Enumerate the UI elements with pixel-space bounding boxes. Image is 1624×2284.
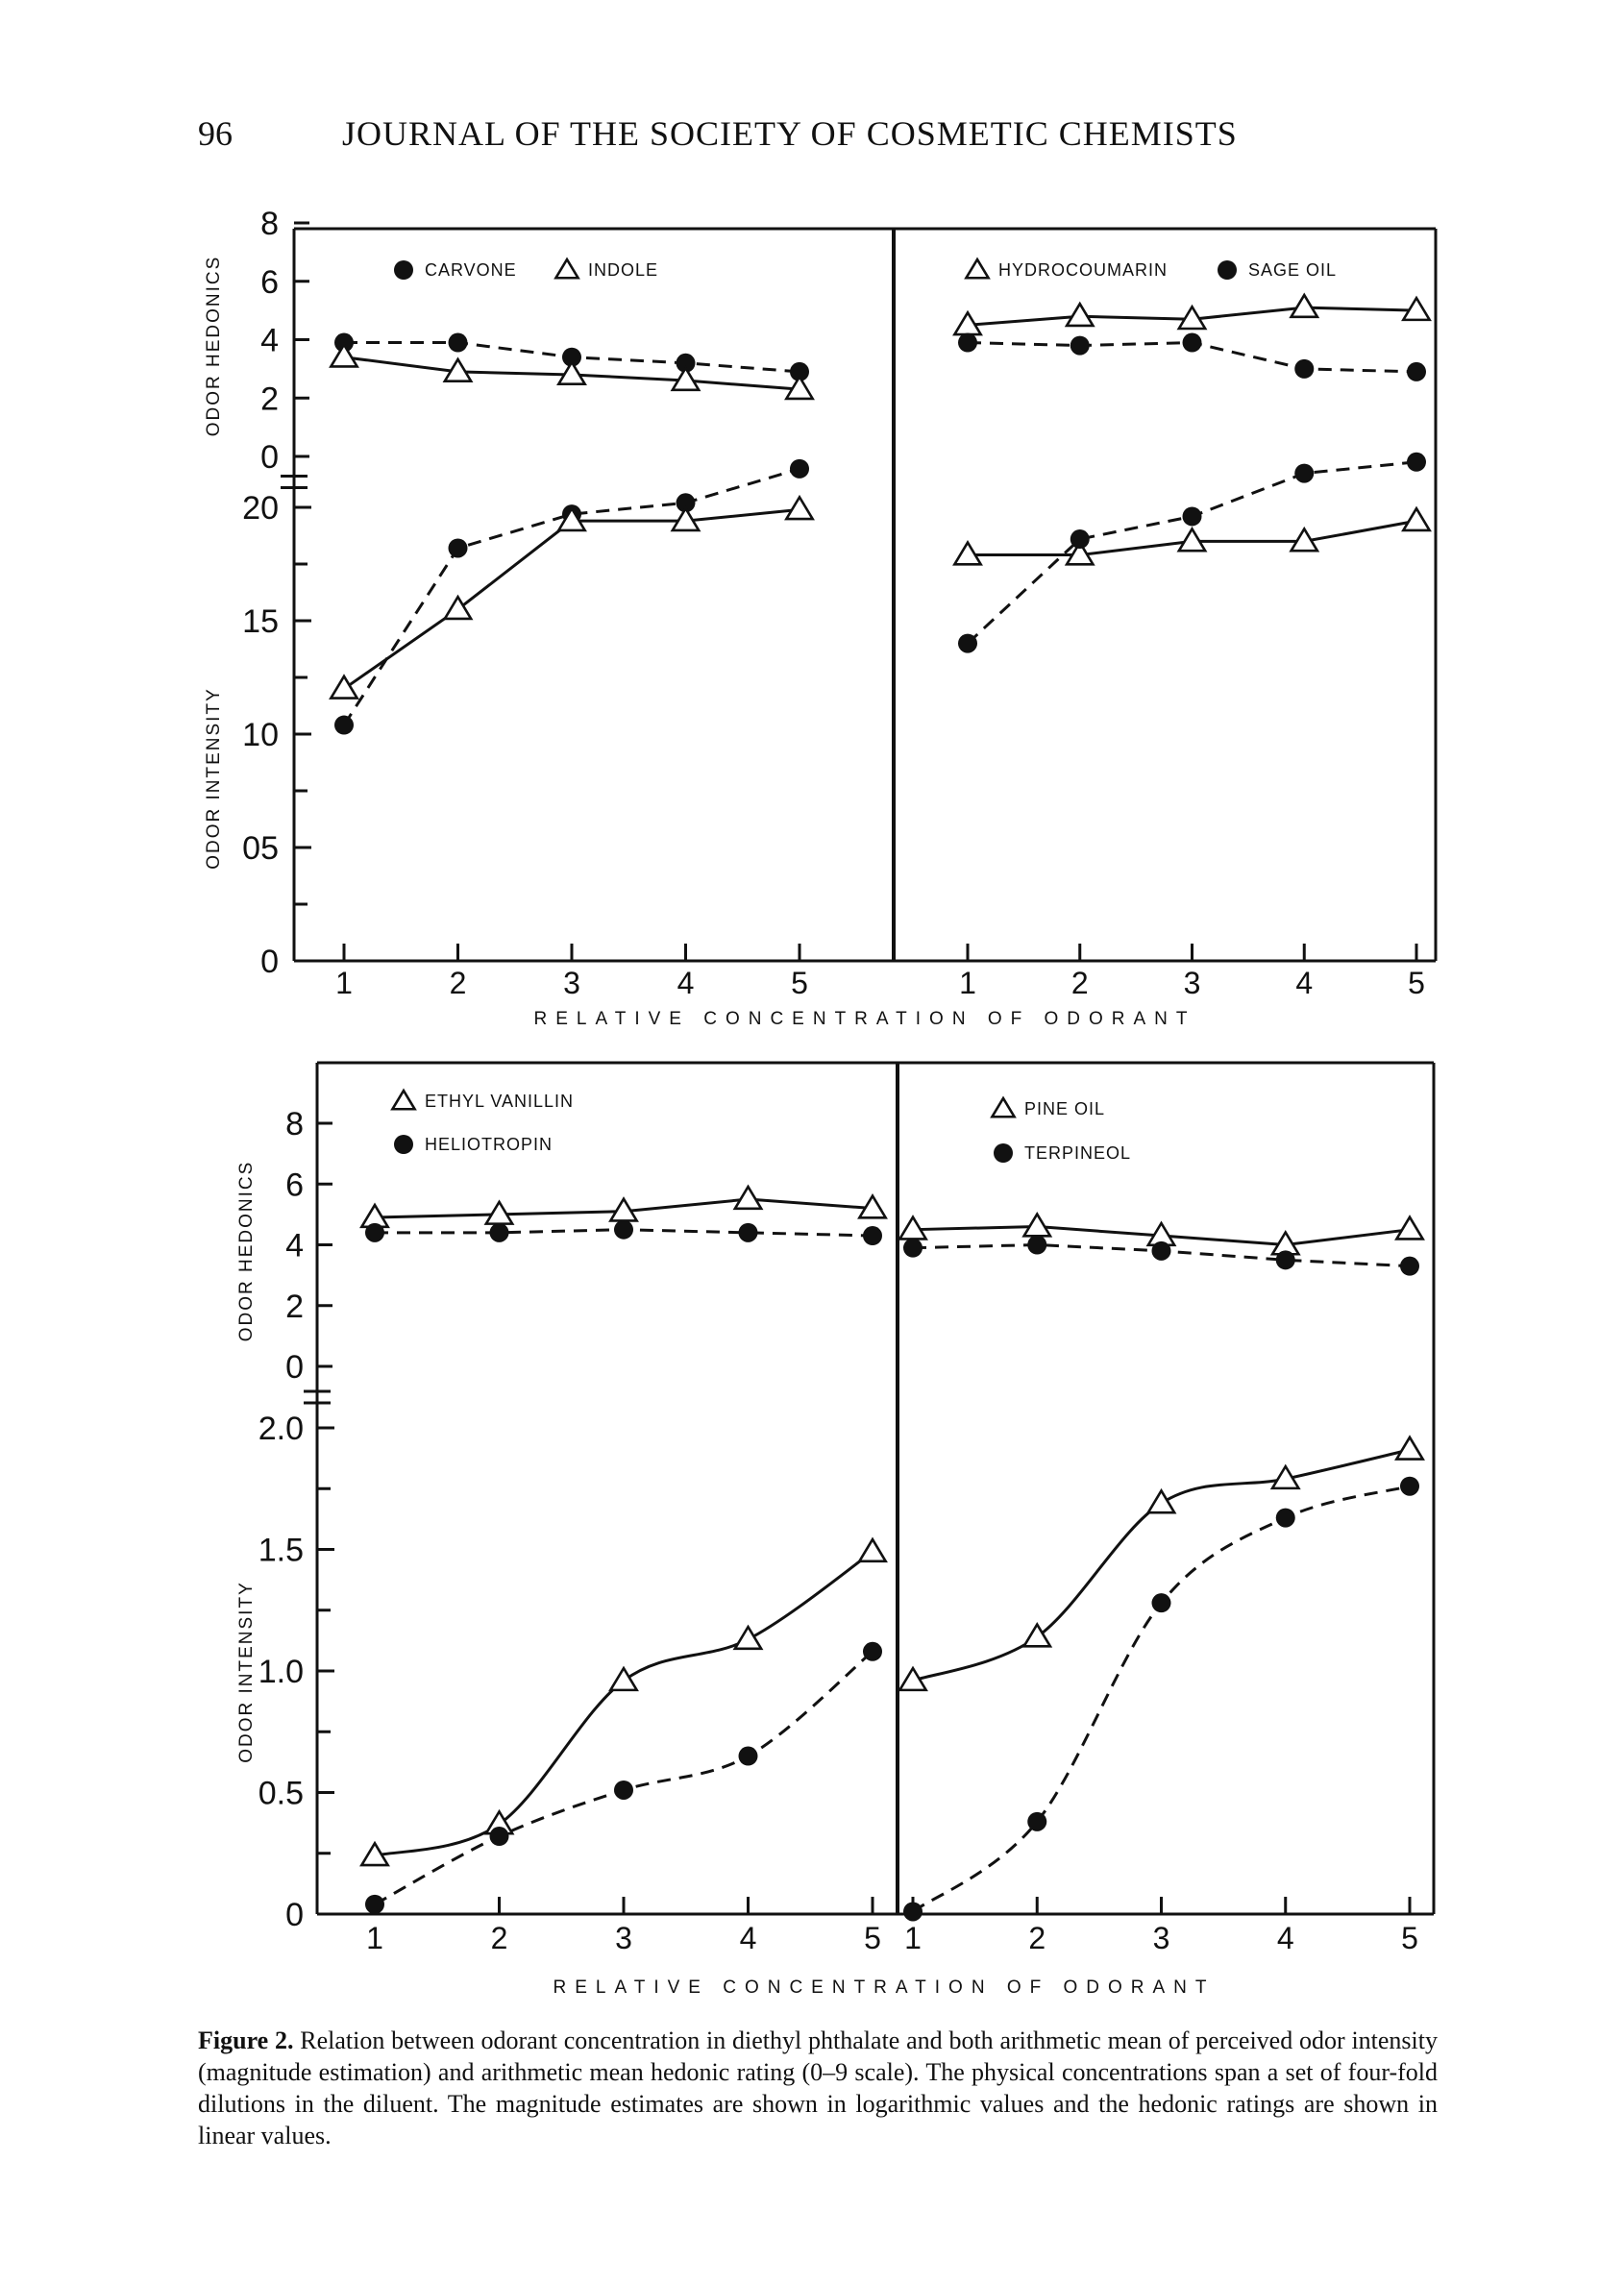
intensity-point: [365, 1895, 384, 1914]
intensity-line: [968, 462, 1416, 644]
hedonic-point: [614, 1220, 633, 1240]
intensity-point: [610, 1668, 636, 1690]
intensity-point: [1294, 464, 1314, 483]
x-tick-label: 4: [1276, 1921, 1294, 1955]
intensity-point: [1396, 1437, 1422, 1460]
legend-circle-icon: [994, 1143, 1013, 1163]
hedonic-tick-label: 2: [285, 1288, 304, 1325]
series-carvone: [334, 333, 809, 735]
intensity-point: [1148, 1490, 1174, 1512]
intensity-tick-label: 0.5: [258, 1775, 304, 1812]
series-heliotropin: [365, 1220, 882, 1914]
intensity-point: [1070, 529, 1090, 549]
hedonic-point: [490, 1223, 509, 1242]
intensity-tick-label: 1.5: [258, 1532, 304, 1569]
hedonic-point: [1400, 1257, 1419, 1276]
hedonic-point: [1276, 1250, 1295, 1269]
panel-1: [331, 259, 812, 1000]
hedonic-point: [1067, 304, 1093, 326]
hedonic-point: [863, 1226, 882, 1245]
legend-circle-icon: [394, 1135, 413, 1154]
intensity-point: [1027, 1812, 1046, 1831]
intensity-point: [958, 634, 977, 653]
legend-item: [394, 260, 517, 280]
hedonic-tick-label: 8: [285, 1106, 304, 1142]
intensity-point: [334, 716, 354, 735]
intensity-point: [786, 497, 812, 519]
legend-item: [992, 1098, 1105, 1118]
hedonic-tick-label: 4: [260, 322, 279, 359]
x-tick-label: 3: [1183, 966, 1201, 1000]
hedonic-point: [1292, 295, 1317, 317]
intensity-point: [1403, 508, 1429, 530]
legend-label: TERPINEOL: [1024, 1143, 1132, 1163]
intensity-tick-label: 2.0: [258, 1411, 304, 1447]
panel-1: [361, 1091, 885, 1955]
hedonic-point: [365, 1223, 384, 1242]
intensity-point: [1183, 506, 1202, 526]
hedonic-tick-label: 6: [260, 263, 279, 301]
series-ethyl-vanillin: [361, 1187, 885, 1865]
x-tick-label: 5: [864, 1921, 881, 1955]
hedonic-point: [903, 1239, 923, 1258]
hedonic-point: [1024, 1215, 1050, 1237]
x-tick-label: 4: [1295, 966, 1314, 1000]
figure-label: Figure 2.: [198, 2026, 294, 2054]
intensity-point: [490, 1827, 509, 1846]
legend-label: HELIOTROPIN: [425, 1135, 554, 1154]
intensity-axis-title: ODOR INTENSITY: [236, 1581, 257, 1763]
intensity-point: [1179, 528, 1205, 551]
legend-circle-icon: [1218, 260, 1237, 280]
intensity-tick-label: 1.0: [258, 1654, 304, 1690]
legend-item: [966, 259, 1168, 280]
intensity-point: [1400, 1477, 1419, 1496]
hedonic-point: [958, 333, 977, 353]
legend-item: [555, 259, 658, 280]
legend-item: [1218, 260, 1337, 280]
legend-label: ETHYL VANILLIN: [425, 1092, 575, 1111]
x-tick-label: 1: [335, 966, 353, 1000]
x-tick-label: 1: [366, 1921, 383, 1955]
x-tick-label: 3: [563, 966, 580, 1000]
hedonic-point: [1027, 1236, 1046, 1255]
hedonic-point: [735, 1187, 761, 1209]
x-tick-label: 2: [449, 966, 467, 1000]
legend-item: [994, 1143, 1131, 1163]
legend-triangle-icon: [992, 1098, 1014, 1117]
legend-label: CARVONE: [425, 260, 517, 280]
intensity-point: [449, 538, 468, 557]
intensity-line: [375, 1552, 873, 1855]
intensity-axis-title: ODOR INTENSITY: [204, 687, 224, 870]
intensity-line: [913, 1450, 1410, 1681]
x-tick-label: 1: [904, 1921, 922, 1955]
intensity-point: [790, 459, 809, 479]
intensity-point: [614, 1781, 633, 1800]
intensity-tick-label: 15: [242, 603, 279, 640]
hedonic-tick-label: 0: [260, 439, 279, 476]
intensity-point: [1152, 1593, 1171, 1612]
hedonic-point: [449, 333, 468, 353]
intensity-tick-label: 0: [285, 1897, 304, 1933]
hedonic-point: [1183, 333, 1202, 353]
running-head: JOURNAL OF THE SOCIETY OF COSMETIC CHEMISTS: [342, 114, 1238, 153]
x-axis-title: RELATIVE CONCENTRATION OF ODORANT: [533, 1009, 1196, 1029]
intensity-point: [735, 1627, 761, 1649]
hedonic-tick-label: 6: [285, 1167, 304, 1204]
hedonic-point: [1070, 336, 1090, 356]
legend-item: [392, 1091, 574, 1111]
legend-label: INDOLE: [588, 260, 659, 280]
x-tick-label: 2: [490, 1921, 508, 1955]
x-tick-label: 2: [1028, 1921, 1046, 1955]
hedonic-tick-label: 8: [260, 206, 279, 242]
hedonics-axis-title: ODOR HEDONICS: [204, 255, 224, 437]
legend-triangle-icon: [555, 259, 578, 278]
legend-item: [394, 1135, 553, 1154]
series-sage-oil: [958, 333, 1426, 653]
panel-2: [899, 1098, 1422, 1955]
hedonic-tick-label: 0: [285, 1349, 304, 1386]
series-terpineol: [903, 1236, 1419, 1922]
legend-circle-icon: [394, 260, 413, 280]
x-axis-title: RELATIVE CONCENTRATION OF ODORANT: [553, 1977, 1216, 1998]
x-tick-label: 2: [1070, 966, 1089, 1000]
intensity-tick-label: 0: [260, 944, 279, 980]
intensity-tick-label: 05: [242, 830, 279, 867]
legend-label: PINE OIL: [1024, 1099, 1106, 1118]
intensity-point: [1276, 1509, 1295, 1528]
intensity-point: [954, 543, 980, 565]
legend-label: HYDROCOUMARIN: [998, 260, 1169, 280]
figure-caption-text: Relation between odorant concentration in diethyl phthalate and both arithmetic mean of perceived odor intensity (magnitude estimation) and arithmetic mean hedonic rating (0–9 scale). The physical concentrations span a set of four-fold dilutions in the diluent. The magnitude estimates are shown in logarithmic values and the hedonic ratings are shown in linear values.: [198, 2026, 1438, 2149]
intensity-point: [445, 597, 471, 619]
hedonic-point: [739, 1223, 758, 1242]
x-tick-label: 1: [959, 966, 976, 1000]
top-figure-chart: [204, 206, 1436, 1029]
bottom-figure-chart: [236, 1063, 1434, 1998]
panel-2: [954, 259, 1429, 1000]
intensity-line: [344, 509, 800, 688]
intensity-line: [913, 1486, 1410, 1912]
page-number: 96: [198, 114, 233, 153]
hedonic-point: [1407, 362, 1426, 381]
intensity-point: [739, 1747, 758, 1766]
figure-caption: [198, 2025, 1438, 2151]
legend-triangle-icon: [966, 259, 988, 278]
intensity-tick-label: 20: [242, 490, 279, 527]
legend-triangle-icon: [392, 1091, 414, 1109]
x-tick-label: 3: [1152, 1921, 1170, 1955]
intensity-point: [859, 1539, 885, 1561]
intensity-tick-label: 10: [242, 717, 279, 753]
hedonic-point: [1396, 1217, 1422, 1240]
x-tick-label: 4: [739, 1921, 757, 1955]
x-tick-label: 5: [1401, 1921, 1418, 1955]
hedonic-point: [331, 345, 357, 367]
legend-label: SAGE OIL: [1248, 260, 1338, 280]
hedonic-tick-label: 4: [285, 1227, 304, 1265]
series-indole: [331, 345, 812, 699]
x-tick-label: 5: [791, 966, 808, 1000]
hedonic-point: [1152, 1241, 1171, 1261]
hedonic-tick-label: 2: [260, 381, 279, 418]
series-pine-oil: [899, 1215, 1422, 1690]
hedonics-axis-title: ODOR HEDONICS: [236, 1160, 257, 1342]
intensity-point: [331, 676, 357, 699]
x-tick-label: 4: [677, 966, 695, 1000]
x-tick-label: 3: [615, 1921, 632, 1955]
x-tick-label: 5: [1408, 966, 1425, 1000]
intensity-point: [863, 1642, 882, 1661]
hedonic-point: [1294, 359, 1314, 379]
intensity-point: [903, 1902, 923, 1921]
intensity-point: [1407, 453, 1426, 472]
